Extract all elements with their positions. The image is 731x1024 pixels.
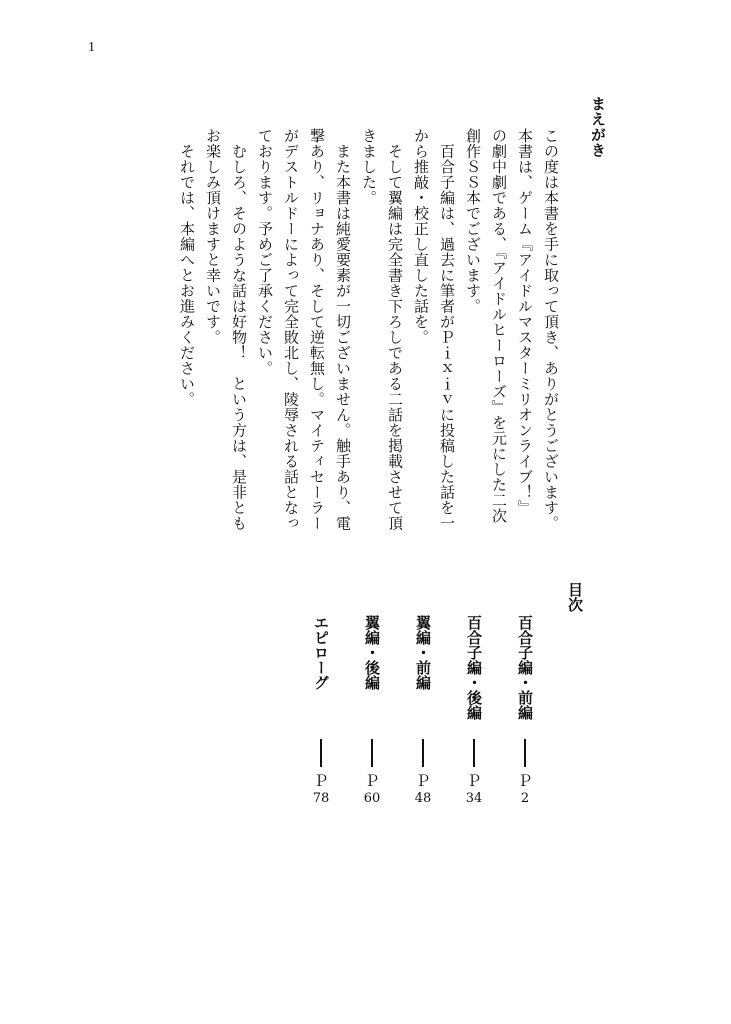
toc-leader-line (320, 739, 322, 767)
toc-entry (308, 615, 334, 815)
toc-leader-line (371, 739, 373, 767)
preface-line: 本書は、ゲーム『アイドルマスターミリオンライブ！』 (516, 128, 534, 516)
toc-page-number: 60 (363, 791, 381, 806)
preface-line: お楽しみ頂けますと幸いです。 (204, 128, 222, 345)
toc-page-number: 2 (520, 791, 530, 806)
preface-title: まえがき (589, 96, 607, 158)
preface-line: ております。予めご了承ください。 (256, 128, 274, 376)
toc-chapter: エピローグ (312, 615, 330, 690)
toc-title: 目次 (566, 582, 584, 612)
toc-leader-line (422, 739, 424, 767)
page-number: 1 (88, 40, 95, 55)
toc-page-number: 78 (312, 791, 330, 806)
preface-line: それでは、本編へとお進みください。 (178, 128, 196, 407)
toc-chapter: 翼編・前編 (414, 615, 432, 690)
preface-line: むしろ、そのような話は好物！ という方は、是非とも (230, 128, 248, 531)
toc-chapter: 百合子編・前編 (516, 615, 534, 720)
preface-line: きました。 (360, 128, 378, 206)
toc-entry (461, 615, 487, 815)
toc-chapter: 百合子編・後編 (465, 615, 483, 720)
preface-line: そして翼編は完全書き下ろしである二話を掲載させて頂 (386, 128, 404, 531)
toc-page-prefix: Ｐ (313, 772, 329, 790)
toc-entry (512, 615, 538, 815)
toc-page-number: 34 (465, 791, 483, 806)
toc-page-prefix: Ｐ (364, 772, 380, 790)
preface-line: 百合子編は、過去に筆者がＰｉｘｉｖに投稿した話を一 (438, 128, 456, 531)
preface-line: がデストルドーによって完全敗北し、陵辱される話となっ (282, 128, 300, 531)
toc-entry (410, 615, 436, 815)
toc-leader-line (473, 739, 475, 767)
preface-line: から推敲・校正し直した話を。 (412, 128, 430, 345)
toc-page-prefix: Ｐ (415, 772, 431, 790)
toc-page-prefix: Ｐ (517, 772, 533, 790)
preface-line: 撃あり、リョナあり、そして逆転無し。マイティセーラー (308, 128, 326, 531)
toc-page-prefix: Ｐ (466, 772, 482, 790)
toc-page-number: 48 (414, 791, 432, 806)
toc-chapter: 翼編・後編 (363, 615, 381, 690)
preface-line: また本書は純愛要素が一切ございません。触手あり、電 (334, 128, 352, 531)
preface-line: 創作ＳＳ本でございます。 (464, 128, 482, 314)
toc-leader-line (524, 739, 526, 767)
preface-line: この度は本書を手に取って頂き、ありがとうございます。 (542, 128, 560, 531)
preface-line: の劇中劇である、『アイドルヒーローズ』を元にした二次 (490, 128, 508, 524)
toc-entry (359, 615, 385, 815)
